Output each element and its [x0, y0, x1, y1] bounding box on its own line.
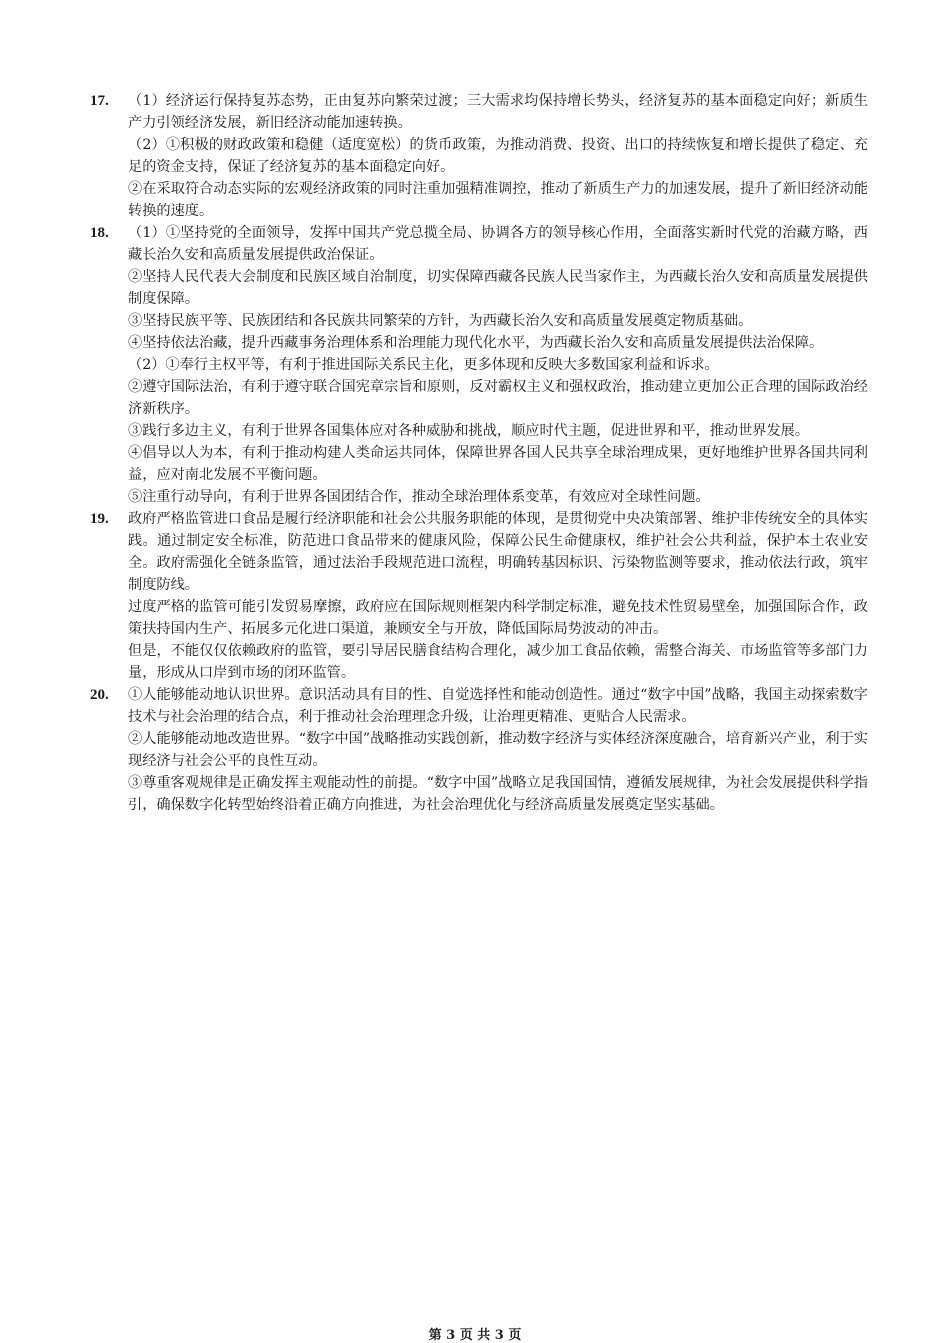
answer-paragraph: 但是，不能仅仅依赖政府的监管，要引导居民膳食结构合理化，减少加工食品依赖，需整合海关、市场监管等多部门力量，形成从口岸到市场的闭环监管。: [128, 643, 868, 681]
answer-paragraph: ②遵守国际法治，有利于遵守联合国宪章宗旨和原则，反对霸权主义和强权政治，推动建立更加公正合理的国际政治经济新秩序。: [128, 379, 868, 417]
answer-paragraph: 政府严格监管进口食品是履行经济职能和社会公共服务职能的体现，是贯彻党中央决策部署、维护非传统安全的具体实践。通过制定安全标准，防范进口食品带来的健康风险，保障公民生命健康权，维护社会公共利益，保护本土农业安全。政府需强化全链条监管，通过法治手段规范进口流程，明确转基因标识、污染物监测等要求，推动依法行政，筑牢制度防线。: [128, 511, 868, 593]
answer-paragraph: ②人能够能动地改造世界。“数字中国”战略推动实践创新，推动数字经济与实体经济深度融合，培育新兴产业，利于实现经济与社会公平的良性互动。: [128, 731, 868, 769]
answer-paragraph: （2）①积极的财政政策和稳健（适度宽松）的货币政策，为推动消费、投资、出口的持续恢复和增长提供了稳定、充足的资金支持，保证了经济复苏的基本面稳定向好。: [128, 137, 868, 175]
page-number-label: 第 3 页 共 3 页: [428, 1328, 522, 1343]
answer-paragraph: （2）①奉行主权平等，有利于推进国际关系民主化，更多体现和反映大多数国家利益和诉求。: [128, 357, 719, 373]
question-18: [90, 222, 868, 508]
question-20: [90, 684, 868, 816]
answer-paragraph: ④倡导以人为本，有利于推动构建人类命运共同体，保障世界各国人民共享全球治理成果，更好地维护世界各国共同利益，应对南北发展不平衡问题。: [128, 445, 868, 483]
answer-paragraph: ③尊重客观规律是正确发挥主观能动性的前提。“数字中国”战略立足我国国情，遵循发展规律，为社会发展提供科学指引，确保数字化转型始终沿着正确方向推进，为社会治理优化与经济高质量发展奠定坚实基础。: [128, 775, 868, 813]
question-number: 19.: [90, 511, 109, 527]
question-19: [90, 508, 868, 684]
answer-paragraph: ②在采取符合动态实际的宏观经济政策的同时注重加强精准调控，推动了新质生产力的加速发展，提升了新旧经济动能转换的速度。: [128, 181, 868, 219]
answer-paragraph: ⑤注重行动导向，有利于世界各国团结合作，推动全球治理体系变革，有效应对全球性问题。: [128, 489, 710, 505]
question-number: 20.: [90, 687, 109, 703]
answer-paragraph: ④坚持依法治藏，提升西藏事务治理体系和治理能力现代化水平，为西藏长治久安和高质量发展提供法治保障。: [128, 335, 824, 351]
page-footer: [0, 1324, 950, 1343]
question-17: [90, 90, 868, 222]
answer-paragraph: （1）①坚持党的全面领导，发挥中国共产党总揽全局、协调各方的领导核心作用，全面落实新时代党的治藏方略，西藏长治久安和高质量发展提供政治保证。: [128, 225, 868, 263]
answer-paragraph: ③坚持民族平等、民族团结和各民族共同繁荣的方针，为西藏长治久安和高质量发展奠定物质基础。: [128, 313, 753, 329]
question-number: 17.: [90, 93, 109, 109]
question-number: 18.: [90, 225, 109, 241]
answer-paragraph: （1）经济运行保持复苏态势，正由复苏向繁荣过渡；三大需求均保持增长势头，经济复苏的基本面稳定向好；新质生产力引领经济发展，新旧经济动能加速转换。: [128, 93, 868, 131]
answer-paragraph: ①人能够能动地认识世界。意识活动具有目的性、自觉选择性和能动创造性。通过“数字中国”战略，我国主动探索数字技术与社会治理的结合点，利于推动社会治理理念升级，让治理更精准、更贴合人民需求。: [128, 687, 868, 725]
answer-content: [90, 90, 868, 816]
answer-paragraph: 过度严格的监管可能引发贸易摩擦，政府应在国际规则框架内科学制定标准，避免技术性贸易壁垒，加强国际合作，政策扶持国内生产、拓展多元化进口渠道，兼顾安全与开放，降低国际局势波动的冲击。: [128, 599, 868, 637]
answer-paragraph: ②坚持人民代表大会制度和民族区域自治制度，切实保障西藏各民族人民当家作主，为西藏长治久安和高质量发展提供制度保障。: [128, 269, 868, 307]
answer-paragraph: ③践行多边主义，有利于世界各国集体应对各种威胁和挑战，顺应时代主题，促进世界和平，推动世界发展。: [128, 423, 810, 439]
